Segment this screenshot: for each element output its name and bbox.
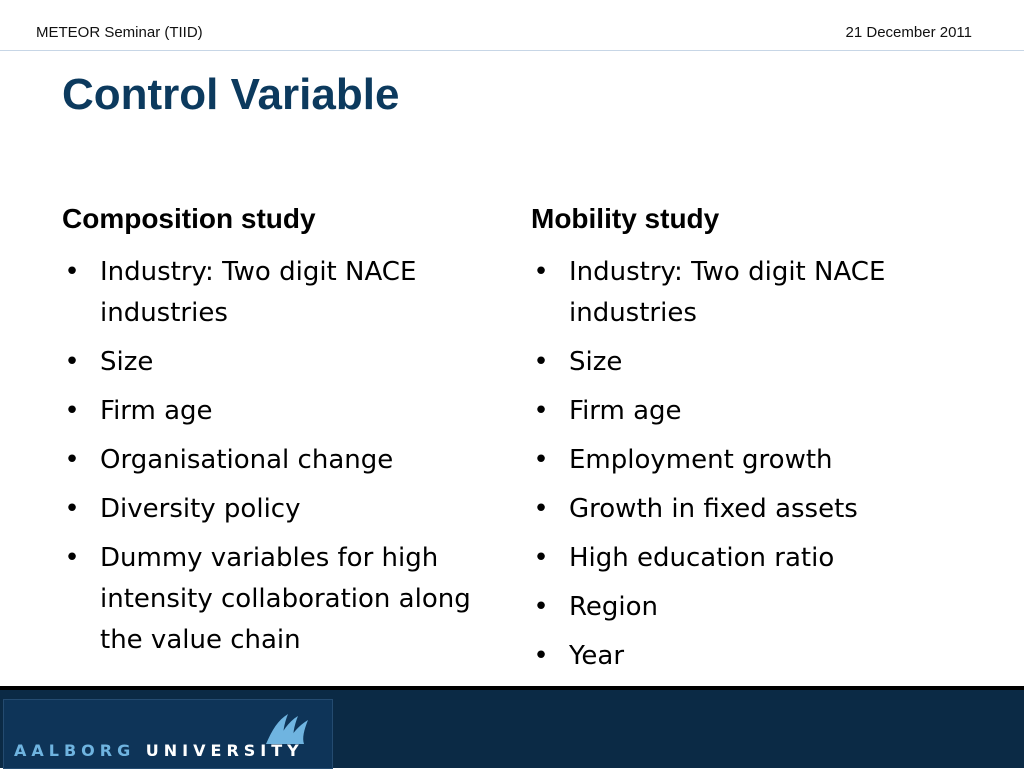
column-heading: Composition study: [62, 203, 316, 234]
bullet-icon: •: [64, 257, 80, 287]
list-item: • Industry: Two digit NACE industries: [62, 252, 502, 334]
slide-title: Control Variable: [62, 70, 400, 119]
logo-wordmark: [14, 741, 304, 760]
bullet-icon: •: [533, 347, 549, 377]
list-item: • Employment growth: [531, 440, 971, 481]
bullet-icon: •: [64, 445, 80, 475]
bullet-icon: •: [533, 396, 549, 426]
list-item: • Firm age: [62, 391, 502, 432]
list-item: • Diversity policy: [62, 489, 502, 530]
list-item: • Region: [531, 587, 971, 628]
bullet-icon: •: [533, 445, 549, 475]
logo-word-university: UNIVERSITY: [145, 741, 304, 760]
composition-study-column: [62, 200, 502, 669]
slide-header: [0, 0, 1024, 51]
bullet-list: [62, 252, 502, 661]
list-item: • Growth in fixed assets: [531, 489, 971, 530]
seminar-label: METEOR Seminar (TIID): [36, 24, 203, 41]
list-item: • Firm age: [531, 391, 971, 432]
bullet-icon: •: [64, 543, 80, 573]
list-item: • Size: [62, 342, 502, 383]
university-logo: [3, 699, 333, 769]
bullet-icon: •: [533, 592, 549, 622]
list-item: • Year: [531, 636, 971, 677]
bullet-icon: •: [64, 396, 80, 426]
list-item: • Dummy variables for high intensity collaboration along the value chain: [62, 538, 502, 661]
list-item: • Organisational change: [62, 440, 502, 481]
bullet-icon: •: [533, 543, 549, 573]
list-item: • Industry: Two digit NACE industries: [531, 252, 971, 334]
bullet-icon: •: [64, 347, 80, 377]
mobility-study-column: [531, 200, 971, 685]
list-item: • Size: [531, 342, 971, 383]
bullet-list: [531, 252, 971, 677]
column-heading: Mobility study: [531, 203, 720, 234]
logo-word-aalborg: AALBORG: [14, 741, 136, 760]
bullet-icon: •: [533, 641, 549, 671]
date-label: 21 December 2011: [845, 24, 972, 41]
bullet-icon: •: [533, 257, 549, 287]
slide-footer: [0, 686, 1024, 768]
bullet-icon: •: [64, 494, 80, 524]
list-item: • High education ratio: [531, 538, 971, 579]
bullet-icon: •: [533, 494, 549, 524]
